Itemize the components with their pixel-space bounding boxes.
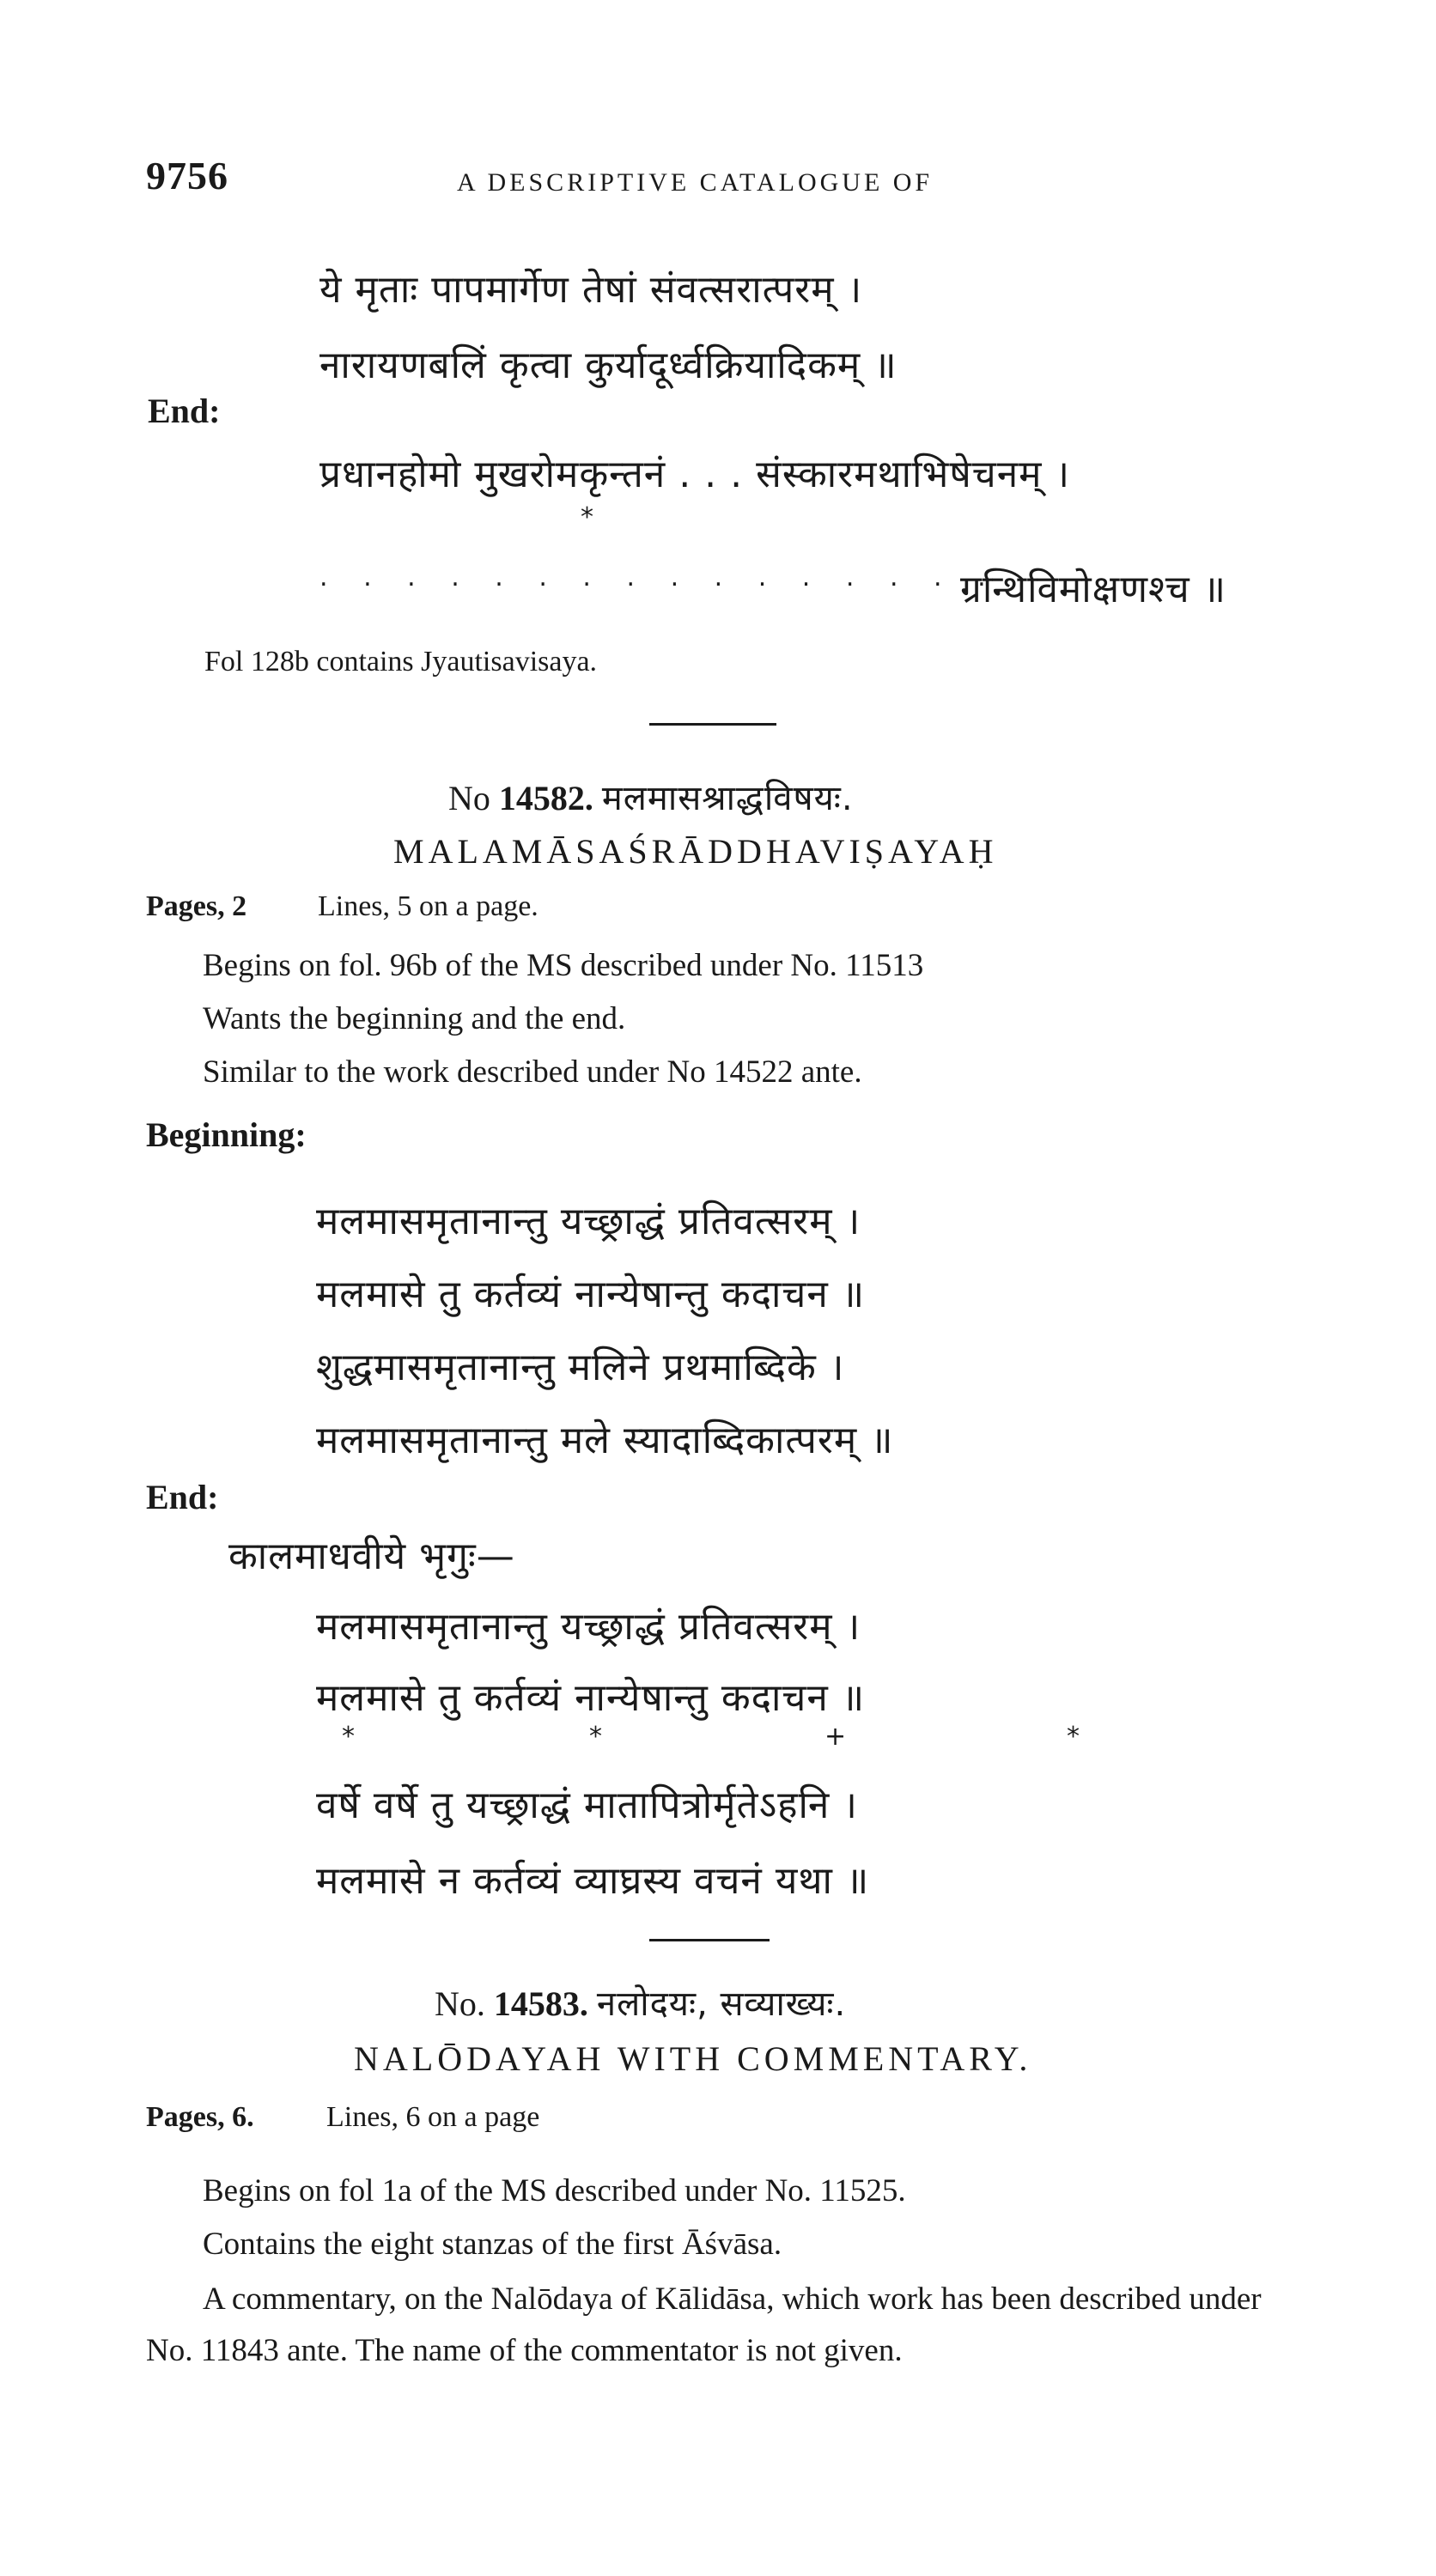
- folio-note: Fol 128b contains Jyautisavisaya.: [204, 646, 598, 677]
- beginning-verse-line: मलमासमृतानान्तु मले स्यादाब्दिकात्परम् ॥: [316, 1419, 894, 1462]
- end-verse-line: मलमासे तु कर्तव्यं नान्येषान्तु कदाचन ॥: [316, 1676, 866, 1720]
- description-note: Contains the eight stanzas of the first Āśvāsa.: [203, 2227, 782, 2262]
- ellipsis-star: *: [589, 1722, 602, 1752]
- section-divider: [649, 723, 776, 726]
- entry-roman-title: MALAMĀSAŚRĀDDHAVIṢAYAḤ: [393, 832, 998, 871]
- beginning-verse-line: मलमासमृतानान्तु यच्छ्राद्धं प्रतिवत्सरम् ।: [316, 1200, 861, 1243]
- description-paragraph: A commentary, on the Nalōdaya of Kālidāsa, which work has been described under No. 11843 ante. The name of the commentator is not given.: [146, 2281, 1262, 2368]
- ellipsis-dots: . . . . . . . . . . . . . . . .: [319, 562, 1000, 592]
- entry-sanskrit-title: मलमासश्राद्धविषयः.: [601, 779, 854, 818]
- ellipsis-star: *: [342, 1722, 355, 1752]
- entry-heading: [448, 773, 854, 820]
- running-title: A DESCRIPTIVE CATALOGUE OF: [457, 168, 934, 197]
- entry-number-prefix: No.: [435, 1984, 485, 2023]
- pages-count: Pages, 6.: [146, 2101, 254, 2133]
- entry-roman-title: NALŌDAYAH WITH COMMENTARY.: [354, 2039, 1032, 2078]
- end-verse-line: ग्रन्थिविमोक्षणश्च ॥: [960, 568, 1226, 611]
- verse-line: ये मृताः पापमार्गेण तेषां संवत्सरात्परम् ।: [319, 268, 863, 312]
- end-verse-line: प्रधानहोमो मुखरोमकृन्तनं . . . संस्कारमथाभिषेचनम् ।: [319, 453, 1071, 496]
- beginning-verse-line: मलमासे तु कर्तव्यं नान्येषान्तु कदाचन ॥: [316, 1273, 866, 1316]
- ellipsis-star: *: [1067, 1722, 1080, 1752]
- verse-line: नारायणबलिं कृत्वा कुर्यादूर्ध्वक्रियादिकम् ॥: [319, 343, 898, 387]
- ellipsis-plus: +: [824, 1722, 847, 1752]
- description-note: Wants the beginning and the end.: [203, 1001, 626, 1036]
- end-verse-line: वर्षे वर्षे तु यच्छ्राद्धं मातापित्रोर्मृतेऽहनि ।: [316, 1783, 858, 1827]
- entry-sanskrit-title: नलोदयः, सव्याख्यः.: [596, 1984, 847, 2024]
- page-number: 9756: [146, 154, 228, 197]
- entry-number: 14583.: [493, 1984, 588, 2023]
- end-intro: कालमाधवीये भृगुः—: [228, 1534, 515, 1578]
- description-note: Begins on fol. 96b of the MS described under No. 11513: [203, 948, 924, 983]
- beginning-label: Beginning:: [146, 1115, 307, 1154]
- description-note: Begins on fol 1a of the MS described under No. 11525.: [203, 2173, 906, 2208]
- description-note: Similar to the work described under No 14522 ante.: [203, 1054, 862, 1090]
- entry-number-prefix: No: [448, 779, 490, 817]
- ellipsis-star: *: [581, 502, 593, 532]
- lines-count: Lines, 6 on a page: [326, 2101, 540, 2133]
- section-divider: [649, 1939, 770, 1941]
- beginning-verse-line: शुद्धमासमृतानान्तु मलिने प्रथमाब्दिके ।: [316, 1346, 845, 1389]
- end-label: End:: [148, 392, 221, 430]
- end-verse-line: मलमासे न कर्तव्यं व्याघ्रस्य वचनं यथा ॥: [316, 1859, 870, 1903]
- entry-heading: [435, 1978, 846, 2026]
- end-label: End:: [146, 1478, 219, 1516]
- pages-count: Pages, 2: [146, 890, 247, 922]
- end-verse-line: मलमासमृतानान्तु यच्छ्राद्धं प्रतिवत्सरम् ।: [316, 1605, 861, 1649]
- entry-number: 14582.: [498, 779, 593, 817]
- lines-count: Lines, 5 on a page.: [318, 890, 538, 922]
